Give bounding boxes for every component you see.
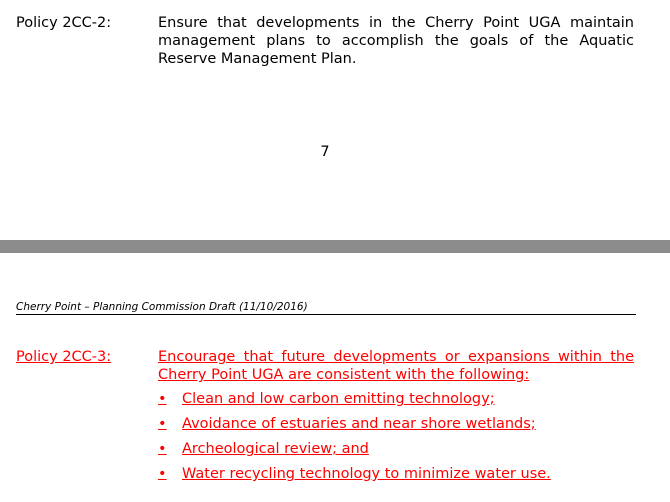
bullet-icon: • (158, 416, 167, 432)
page-break-divider (0, 240, 670, 253)
policy-2cc2-text: Ensure that developments in the Cherry Point UGA maintain management plans to accomplish the goals of the Aquatic Reserve Management Plan. (158, 15, 634, 67)
bullet-icon: • (158, 441, 167, 457)
running-header: Cherry Point – Planning Commission Draft (11/10/2016) (16, 300, 636, 315)
policy-2cc3-label: Policy 2CC-3: (16, 349, 112, 365)
list-item (158, 440, 638, 465)
policy-2cc3-bullet-list (158, 390, 638, 490)
page-number: 7 (320, 144, 330, 160)
list-item-text: Avoidance of estuaries and near shore wetlands; (182, 416, 536, 432)
list-item (158, 415, 638, 440)
policy-2cc3-text: Encourage that future developments or expansions within the Cherry Point UGA are consistent with the following: (158, 349, 634, 383)
list-item (158, 390, 638, 415)
list-item-text: Archeological review; and (182, 441, 369, 457)
list-item (158, 465, 638, 490)
bullet-icon: • (158, 466, 167, 482)
bullet-icon: • (158, 391, 167, 407)
list-item-text: Water recycling technology to minimize water use. (182, 466, 551, 482)
policy-2cc2-label: Policy 2CC-2: (16, 15, 112, 31)
list-item-text: Clean and low carbon emitting technology; (182, 391, 495, 407)
